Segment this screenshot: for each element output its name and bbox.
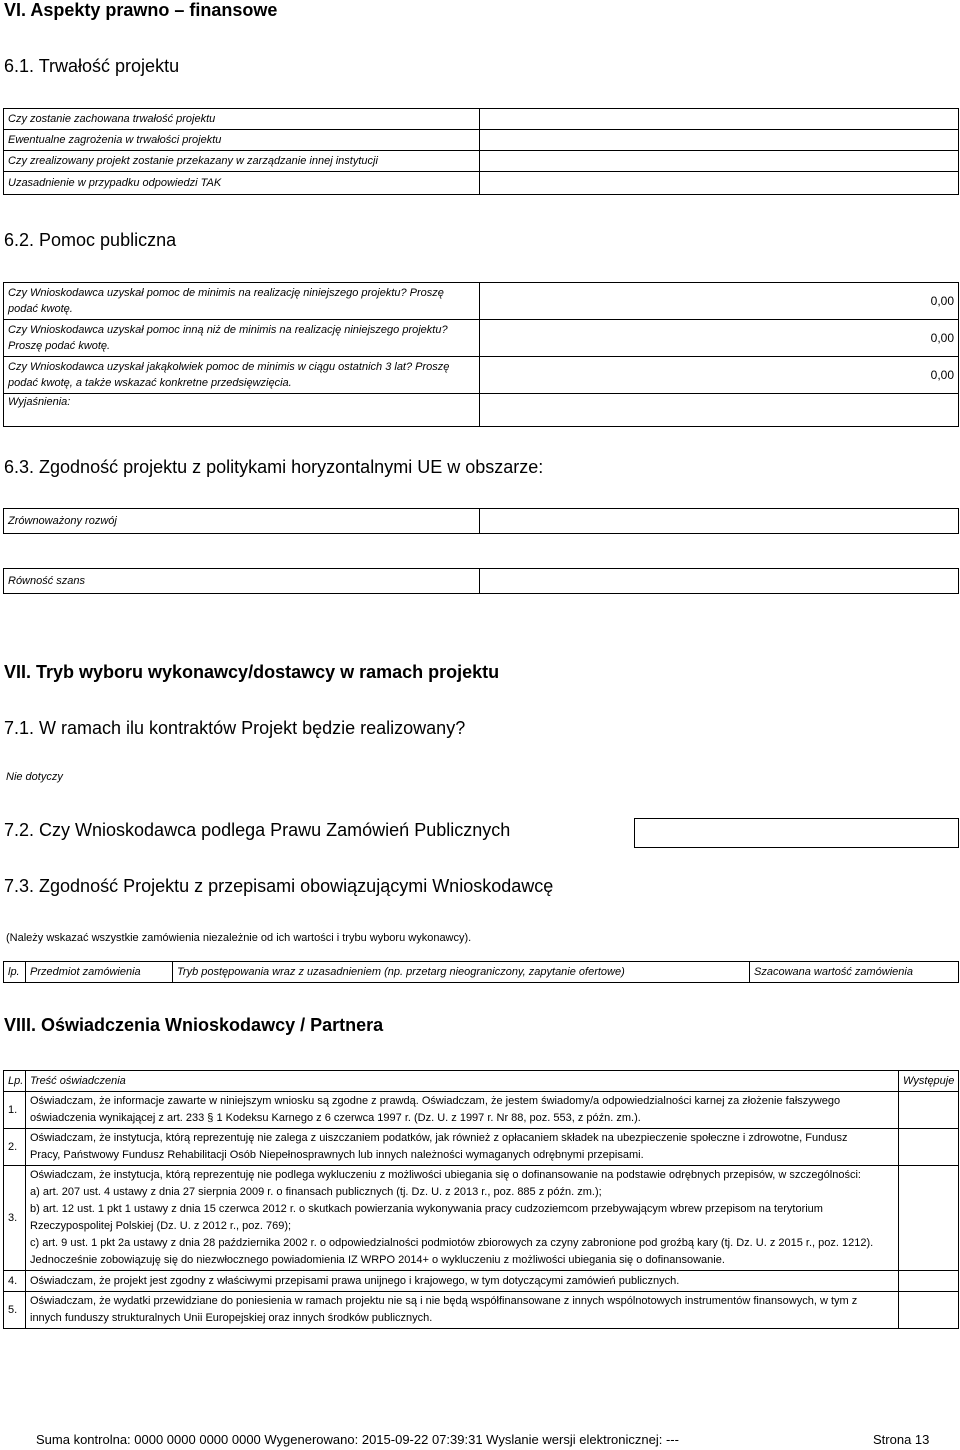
section-6-1-title: 6.1. Trwałość projektu xyxy=(4,56,180,76)
table-row xyxy=(4,357,959,394)
question-label: Czy Wnioskodawca uzyskał pomoc inną niż de minimis na realizację niniejszego projektu? Proszę podać kwotę. xyxy=(4,320,480,357)
header-procedure: Tryb postępowania wraz z uzasadnieniem (np. przetarg nieograniczony, zapytanie ofertowe) xyxy=(173,962,750,983)
text-line: Pracy, Państwowy Fundusz Rehabilitacji Osób Niepełnosprawnych lub innych należności wymaganych odrębnymi przepisami. xyxy=(30,1149,644,1161)
text-line: c) art. 9 ust. 1 pkt 2a ustawy z dnia 28 października 2002 r. o odpowiedzialności podmiotów zbiorowych za czyny zabronione pod groźbą kary (tj. Dz. U. z 2015 r., poz. 1212). xyxy=(30,1237,874,1249)
text-line: b) art. 12 ust. 1 pkt 1 ustawy z dnia 15 czerwca 2012 r. o skutkach powierzania wykonywania pracy cudzoziemcom przebywającym wbrew przepisom na terytorium xyxy=(30,1203,823,1215)
text-line: Jednocześnie zobowiązuję się do niezwłocznego powiadomienia IZ WRPO 2014+ o wykluczeniu z możliwości ubiegania się o dofinansowanie. xyxy=(30,1254,725,1266)
table-row xyxy=(4,172,959,195)
policy-answer[interactable] xyxy=(480,569,959,594)
question-label: Uzasadnienie w przypadku odpowiedzi TAK xyxy=(4,172,480,195)
text-line: Oświadczam, że wydatki przewidziane do poniesienia w ramach projektu nie są i nie będą współfinansowane z innych wspólnotowych instrumentów finansowych, w tym z xyxy=(30,1295,858,1307)
amount-value[interactable]: 0,00 xyxy=(480,320,959,357)
footer-checksum: Suma kontrolna: 0000 0000 0000 0000 Wygenerowano: 2015-09-22 07:39:31 Wyslanie wersji elektronicznej: --- xyxy=(36,1432,679,1447)
answer-cell[interactable] xyxy=(480,151,959,172)
section-7-2-title: 7.2. Czy Wnioskodawca podlega Prawu Zamówień Publicznych xyxy=(4,820,511,840)
section-7-3-title: 7.3. Zgodność Projektu z przepisami obowiązującymi Wnioskodawcę xyxy=(4,876,554,896)
explanation-label: Wyjaśnienia: xyxy=(4,394,480,427)
footer-page-number: Strona 13 xyxy=(873,1432,930,1447)
row-number: 2. xyxy=(4,1129,26,1166)
header-content: Treść oświadczenia xyxy=(26,1071,899,1092)
policy-label: Równość szans xyxy=(4,569,480,594)
table-header-row xyxy=(4,962,959,983)
table-row xyxy=(4,283,959,320)
text-line: Oświadczam, że projekt jest zgodny z właściwymi przepisami prawa unijnego i krajowego, w tym dotyczącymi zamówień publicznych. xyxy=(30,1274,680,1287)
applies-cell[interactable] xyxy=(899,1292,959,1329)
contracts-value: Nie dotyczy xyxy=(6,771,63,783)
question-label: Czy zostanie zachowana trwałość projektu xyxy=(4,109,480,130)
applies-cell[interactable] xyxy=(899,1129,959,1166)
question-label: Czy Wnioskodawca uzyskał pomoc de minimis na realizację niniejszego projektu? Proszę podać kwotę. xyxy=(4,283,480,320)
table-row xyxy=(4,1092,959,1129)
header-applies: Występuje xyxy=(899,1071,959,1092)
table-row xyxy=(4,1271,959,1292)
applies-cell[interactable] xyxy=(899,1092,959,1129)
applies-cell[interactable] xyxy=(899,1166,959,1271)
policy-answer[interactable] xyxy=(480,509,959,534)
table-row xyxy=(4,394,959,427)
pzp-answer-box[interactable] xyxy=(634,818,959,848)
section-6-3-title: 6.3. Zgodność projektu z politykami horyzontalnymi UE w obszarze: xyxy=(4,457,544,477)
public-aid-table xyxy=(3,282,959,427)
table-row xyxy=(4,569,959,594)
amount-value[interactable]: 0,00 xyxy=(480,357,959,394)
declaration-text xyxy=(26,1166,899,1271)
text-line: innych funduszy strukturalnych Unii Europejskiej oraz innych środków publicznych. xyxy=(30,1312,433,1324)
text-line: oświadczenia wynikającej z art. 233 § 1 Kodeksu Karnego z 6 czerwca 1997 r. (Dz. U. z 1997 r. Nr 88, poz. 553, z późn. zm.). xyxy=(30,1112,641,1124)
section-8-title: VIII. Oświadczenia Wnioskodawcy / Partnera xyxy=(4,1015,384,1035)
row-number: 5. xyxy=(4,1292,26,1329)
answer-cell[interactable] xyxy=(480,130,959,151)
text-line: a) art. 207 ust. 4 ustawy z dnia 27 sierpnia 2009 r. o finansach publicznych (tj. Dz. U. z 2013 r., poz. 885 z późn. zm.); xyxy=(30,1186,602,1198)
procurement-note: (Należy wskazać wszystkie zamówienia niezależnie od ich wartości i trybu wyboru wykonawcy). xyxy=(6,932,472,944)
table-row xyxy=(4,151,959,172)
row-number: 1. xyxy=(4,1092,26,1129)
table-row xyxy=(4,1166,959,1271)
row-number: 4. xyxy=(4,1271,26,1292)
table-row xyxy=(4,1129,959,1166)
header-lp: Lp. xyxy=(4,1071,26,1092)
section-7-title: VII. Tryb wyboru wykonawcy/dostawcy w ramach projektu xyxy=(4,662,500,682)
table-row xyxy=(4,509,959,534)
text-line: Oświadczam, że instytucja, którą reprezentuję nie podlega wykluczeniu z możliwości ubiegania się o dofinansowanie na podstawie odrębnych przepisów, w szczególności: xyxy=(30,1169,861,1181)
declaration-text xyxy=(26,1292,899,1329)
declarations-table xyxy=(3,1070,959,1329)
policy-label: Zrównoważony rozwój xyxy=(4,509,480,534)
explanation-cell[interactable] xyxy=(480,394,959,427)
section-6-title: VI. Aspekty prawno – finansowe xyxy=(4,0,278,20)
text-line: Oświadczam, że instytucja, którą reprezentuję nie zalega z uiszczaniem podatków, jak również z opłacaniem składek na ubezpieczenie społeczne i zdrowotne, Fundusz xyxy=(30,1132,848,1144)
table-row xyxy=(4,1292,959,1329)
table-row xyxy=(4,130,959,151)
answer-cell[interactable] xyxy=(480,172,959,195)
header-lp: lp. xyxy=(4,962,26,983)
procurement-table xyxy=(3,961,959,983)
durability-table xyxy=(3,108,959,195)
table-header-row xyxy=(4,1071,959,1092)
table-row xyxy=(4,320,959,357)
header-subject: Przedmiot zamówienia xyxy=(26,962,173,983)
horizontal-policy-table-2 xyxy=(3,568,959,594)
question-label: Czy Wnioskodawca uzyskał jakąkolwiek pomoc de minimis w ciągu ostatnich 3 lat? Proszę podać kwotę, a także wskazać konkretne przedsięwzięcia. xyxy=(4,357,480,394)
question-label: Czy zrealizowany projekt zostanie przekazany w zarządzanie innej instytucji xyxy=(4,151,480,172)
section-6-2-title: 6.2. Pomoc publiczna xyxy=(4,230,177,250)
text-line: Oświadczam, że informacje zawarte w niniejszym wniosku są zgodne z prawdą. Oświadczam, że jestem świadomy/a odpowiedzialności karnej za złożenie fałszywego xyxy=(30,1095,841,1107)
answer-cell[interactable] xyxy=(480,109,959,130)
amount-value[interactable]: 0,00 xyxy=(480,283,959,320)
row-number: 3. xyxy=(4,1166,26,1271)
text-line: Rzeczypospolitej Polskiej (Dz. U. z 2012 r., poz. 769); xyxy=(30,1220,292,1232)
declaration-text xyxy=(26,1129,899,1166)
header-value: Szacowana wartość zamówienia xyxy=(750,962,959,983)
declaration-text xyxy=(26,1092,899,1129)
table-row xyxy=(4,109,959,130)
declaration-text xyxy=(26,1271,899,1292)
applies-cell[interactable] xyxy=(899,1271,959,1292)
section-7-1-title: 7.1. W ramach ilu kontraktów Projekt będzie realizowany? xyxy=(4,718,466,738)
question-label: Ewentualne zagrożenia w trwałości projektu xyxy=(4,130,480,151)
horizontal-policy-table-1 xyxy=(3,508,959,534)
